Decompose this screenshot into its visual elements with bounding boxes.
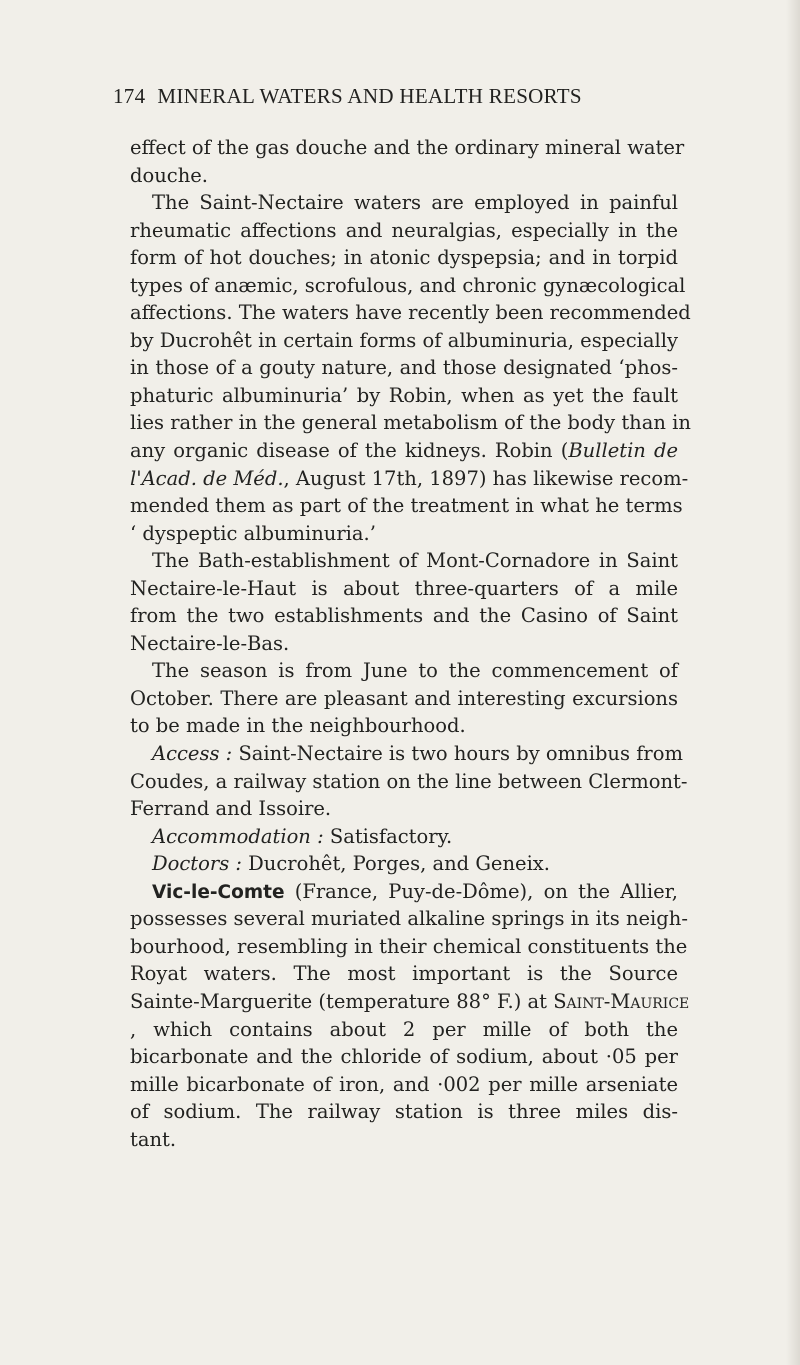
text-line: Coudes, a railway station on the line between Clermont- bbox=[130, 769, 688, 793]
text-line: mille bicarbonate of iron, and ·002 per mille arseniate bbox=[130, 1072, 678, 1096]
text-line: possesses several muriated alkaline springs in its neigh- bbox=[130, 907, 688, 931]
access-label: Access : bbox=[152, 742, 233, 766]
text-line bbox=[130, 740, 683, 768]
citation-journal: Bulletin de bbox=[568, 439, 678, 463]
place-name: Saint-Maurice bbox=[553, 989, 690, 1013]
text-line: of sodium. The railway station is three miles dis- bbox=[130, 1100, 678, 1124]
text-span: , August 17th, 1897) has likewise recom- bbox=[283, 466, 689, 490]
text-line: Nectaire-le-Bas. bbox=[130, 631, 290, 655]
text-span: (France, Puy-de-Dôme), on the Allier, bbox=[284, 879, 678, 903]
text-line: douche. bbox=[130, 163, 208, 187]
text-line: Ferrand and Issoire. bbox=[130, 797, 332, 821]
text-line: tant. bbox=[130, 1127, 177, 1151]
text-line bbox=[130, 465, 689, 493]
text-line: The season is from June to the commencement of bbox=[152, 659, 678, 683]
text-line: form of hot douches; in atonic dyspepsia; and in torpid bbox=[130, 246, 678, 270]
text-line: bicarbonate and the chloride of sodium, about ·05 per bbox=[130, 1045, 678, 1069]
text-span: Satisfactory. bbox=[323, 824, 453, 848]
text-line bbox=[130, 988, 690, 1016]
running-title: MINERAL WATERS AND HEALTH RESORTS bbox=[157, 84, 582, 108]
text-line: rheumatic affections and neuralgias, especially in the bbox=[130, 218, 678, 242]
text-line: effect of the gas douche and the ordinary mineral water bbox=[130, 136, 685, 159]
text-line: October. There are pleasant and interesting excursions bbox=[130, 686, 678, 710]
body-text bbox=[130, 134, 691, 1153]
text-line: phaturic albuminuria’ by Robin, when as yet the fault bbox=[130, 383, 678, 407]
text-line bbox=[130, 850, 678, 878]
text-line bbox=[130, 878, 678, 906]
text-line: to be made in the neighbourhood. bbox=[130, 714, 466, 738]
text-line: types of anæmic, scrofulous, and chronic gynæcological bbox=[130, 273, 686, 297]
entry-heading: Vic-le-Comte bbox=[152, 881, 285, 903]
text-line: mended them as part of the treatment in what he terms bbox=[130, 494, 683, 518]
text-line bbox=[130, 823, 678, 851]
text-span: Ducrohêt, Porges, and Geneix. bbox=[241, 852, 551, 876]
page-number: 174 bbox=[113, 84, 146, 108]
text-line: from the two establishments and the Casino of Saint bbox=[130, 604, 678, 628]
text-line: , which contains about 2 per mille of both the bbox=[130, 1017, 678, 1041]
accommodation-label: Accommodation : bbox=[152, 824, 324, 848]
text-line: Royat waters. The most important is the Source bbox=[130, 962, 678, 986]
text-line: Nectaire-le-Haut is about three-quarters of a mile bbox=[130, 576, 678, 600]
text-span: Sainte-Marguerite (temperature 88° F.) at bbox=[130, 989, 547, 1013]
text-span: Saint-Nectaire is two hours by omnibus from bbox=[232, 742, 683, 766]
text-line bbox=[130, 437, 678, 465]
text-line: bourhood, resembling in their chemical constituents the bbox=[130, 934, 688, 958]
doctors-label: Doctors : bbox=[152, 852, 242, 876]
text-line: in those of a gouty nature, and those designated ‘phos- bbox=[130, 356, 678, 380]
text-span: any organic disease of the kidneys. Robin ( bbox=[130, 439, 569, 463]
text-line: ‘ dyspeptic albuminuria.’ bbox=[130, 521, 376, 545]
text-line: The Saint-Nectaire waters are employed in painful bbox=[152, 191, 678, 215]
citation-journal-cont: l'Acad. de Méd. bbox=[130, 466, 284, 490]
running-head bbox=[113, 84, 693, 109]
text-line: lies rather in the general metabolism of the body than in bbox=[130, 411, 691, 435]
text-line: The Bath-establishment of Mont-Cornadore in Saint bbox=[152, 549, 678, 573]
text-line: affections. The waters have recently been recommended bbox=[130, 301, 691, 325]
text-line: by Ducrohêt in certain forms of albuminuria, especially bbox=[130, 328, 678, 352]
